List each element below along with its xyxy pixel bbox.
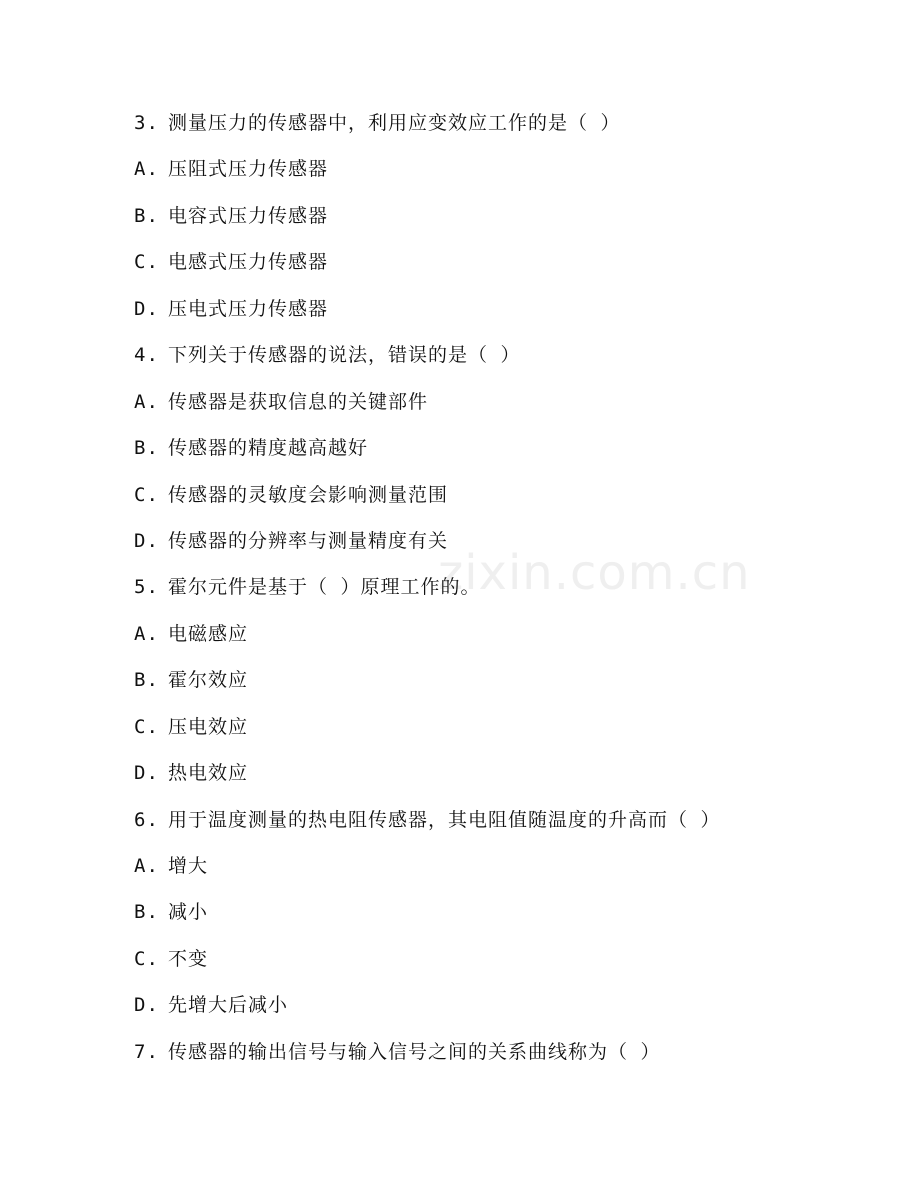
- question-text: 霍尔元件是基于（ ）原理工作的。: [168, 576, 481, 599]
- question-text: 下列关于传感器的说法，错误的是（ ）: [168, 344, 521, 367]
- option-text: 减小: [168, 901, 209, 924]
- option-text: 传感器的灵敏度会影响测量范围: [168, 483, 449, 506]
- option-label: C.: [134, 715, 159, 738]
- option-label: A.: [134, 622, 159, 645]
- question-3: [134, 104, 874, 150]
- option-text: 不变: [168, 947, 209, 970]
- option-c: [134, 243, 874, 289]
- option-text: 电感式压力传感器: [168, 251, 329, 274]
- option-d: [134, 290, 874, 336]
- option-text: 传感器的分辨率与测量精度有关: [168, 529, 449, 552]
- option-b: [134, 893, 874, 939]
- option-text: 压阻式压力传感器: [168, 158, 329, 181]
- option-label: B.: [134, 901, 159, 924]
- question-number: 6.: [134, 808, 159, 831]
- question-4: [134, 336, 874, 382]
- option-text: 电容式压力传感器: [168, 204, 329, 227]
- option-label: D.: [134, 762, 159, 785]
- question-5: [134, 568, 874, 614]
- option-c: [134, 940, 874, 986]
- option-text: 增大: [168, 855, 209, 877]
- option-label: A.: [134, 855, 159, 877]
- option-label: D.: [134, 994, 159, 1017]
- option-text: 传感器是获取信息的关键部件: [168, 390, 429, 413]
- question-text: 用于温度测量的热电阻传感器，其电阻值随温度的升高而（ ）: [168, 808, 721, 831]
- option-text: 压电式压力传感器: [168, 297, 329, 320]
- question-list: [134, 104, 874, 1079]
- option-text: 压电效应: [168, 715, 249, 738]
- option-text: 热电效应: [168, 762, 249, 785]
- option-text: 霍尔效应: [168, 669, 249, 692]
- question-7: [134, 1033, 874, 1079]
- option-c: [134, 708, 874, 754]
- option-a: [134, 383, 874, 429]
- option-label: A.: [134, 390, 159, 413]
- option-label: B.: [134, 669, 159, 692]
- option-label: C.: [134, 947, 159, 970]
- option-c: [134, 476, 874, 522]
- question-number: 3.: [134, 112, 159, 134]
- option-label: D.: [134, 297, 159, 320]
- option-b: [134, 661, 874, 707]
- option-a: [134, 615, 874, 661]
- option-a: [134, 847, 874, 893]
- option-label: C.: [134, 251, 159, 274]
- option-label: D.: [134, 529, 159, 552]
- question-number: 5.: [134, 576, 159, 599]
- option-label: A.: [134, 158, 159, 181]
- option-d: [134, 986, 874, 1032]
- option-label: B.: [134, 204, 159, 227]
- option-text: 传感器的精度越高越好: [168, 437, 369, 460]
- option-text: 电磁感应: [168, 622, 249, 645]
- question-text: 测量压力的传感器中，利用应变效应工作的是（ ）: [168, 112, 621, 134]
- option-d: [134, 754, 874, 800]
- question-number: 7.: [134, 1040, 159, 1063]
- option-label: B.: [134, 437, 159, 460]
- option-text: 先增大后减小: [168, 994, 289, 1017]
- option-a: [134, 150, 874, 196]
- question-6: [134, 801, 874, 847]
- option-b: [134, 429, 874, 475]
- question-number: 4.: [134, 344, 159, 367]
- option-d: [134, 522, 874, 568]
- option-label: C.: [134, 483, 159, 506]
- question-text: 传感器的输出信号与输入信号之间的关系曲线称为（ ）: [168, 1040, 661, 1063]
- watermark: zixin.com.cn: [438, 545, 751, 601]
- option-b: [134, 197, 874, 243]
